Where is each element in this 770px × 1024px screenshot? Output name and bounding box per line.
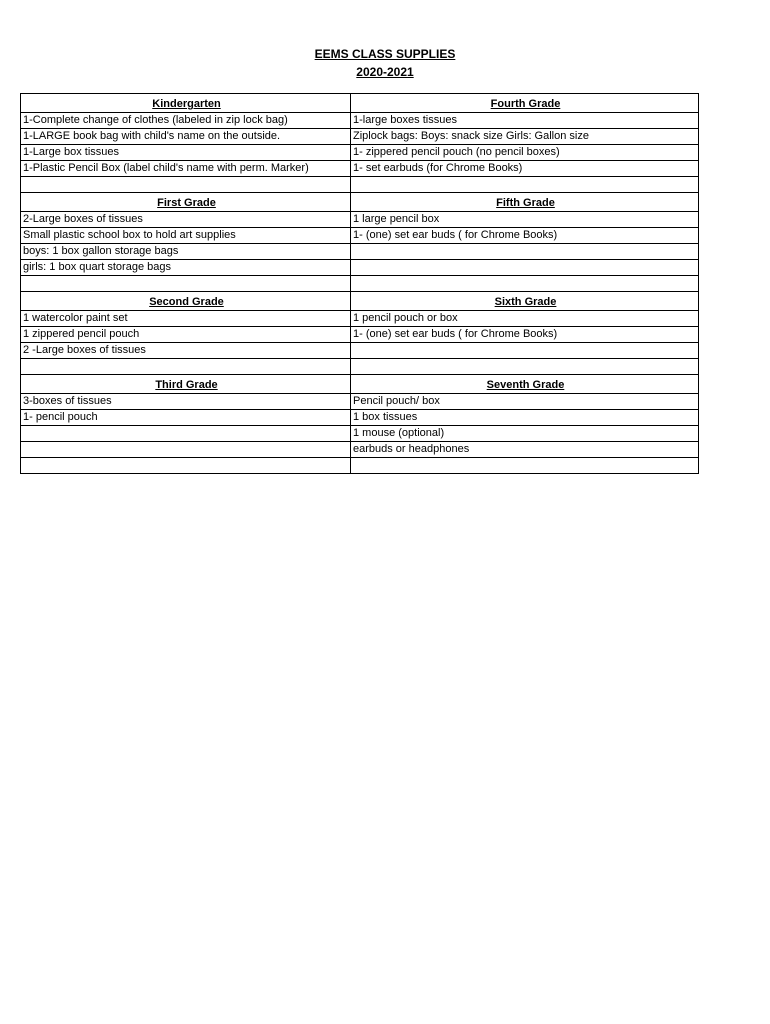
supply-item: boys: 1 box gallon storage bags bbox=[21, 244, 351, 260]
supply-item: 1-large boxes tissues bbox=[351, 113, 699, 129]
table-row bbox=[21, 129, 699, 145]
table-row bbox=[21, 260, 699, 276]
supply-item: 3-boxes of tissues bbox=[21, 394, 351, 410]
table-row bbox=[21, 161, 699, 177]
supply-item: earbuds or headphones bbox=[351, 442, 699, 458]
supply-item: 1- set earbuds (for Chrome Books) bbox=[351, 161, 699, 177]
grade-header-sixth-grade: Sixth Grade bbox=[351, 292, 699, 311]
supply-item: 1 mouse (optional) bbox=[351, 426, 699, 442]
supply-item: 1 box tissues bbox=[351, 410, 699, 426]
supply-item: 1-Complete change of clothes (labeled in zip lock bag) bbox=[21, 113, 351, 129]
supplies-table bbox=[20, 93, 699, 474]
table-row bbox=[21, 359, 699, 375]
table-row bbox=[21, 458, 699, 474]
table-row bbox=[21, 394, 699, 410]
empty-cell bbox=[351, 276, 699, 292]
grade-header-kindergarten: Kindergarten bbox=[21, 94, 351, 113]
supply-item: 1- zippered pencil pouch (no pencil boxes) bbox=[351, 145, 699, 161]
supply-item: Small plastic school box to hold art supplies bbox=[21, 228, 351, 244]
table-row bbox=[21, 228, 699, 244]
table-row bbox=[21, 327, 699, 343]
table-row bbox=[21, 292, 699, 311]
grade-header-third-grade: Third Grade bbox=[21, 375, 351, 394]
empty-cell bbox=[21, 276, 351, 292]
empty-cell bbox=[351, 177, 699, 193]
supply-item bbox=[21, 442, 351, 458]
supply-item: 1-LARGE book bag with child's name on the outside. bbox=[21, 129, 351, 145]
grade-header-fifth-grade: Fifth Grade bbox=[351, 193, 699, 212]
grade-header-seventh-grade: Seventh Grade bbox=[351, 375, 699, 394]
supply-item: girls: 1 box quart storage bags bbox=[21, 260, 351, 276]
supply-item: 2 -Large boxes of tissues bbox=[21, 343, 351, 359]
table-row bbox=[21, 193, 699, 212]
school-year: 2020-2021 bbox=[356, 65, 414, 79]
supply-item: 1- pencil pouch bbox=[21, 410, 351, 426]
table-row bbox=[21, 145, 699, 161]
document-title: EEMS CLASS SUPPLIES bbox=[314, 47, 456, 61]
supply-item: 1 large pencil box bbox=[351, 212, 699, 228]
table-row bbox=[21, 375, 699, 394]
supply-item bbox=[351, 260, 699, 276]
table-row bbox=[21, 410, 699, 426]
table-row bbox=[21, 212, 699, 228]
supply-item: 1 pencil pouch or box bbox=[351, 311, 699, 327]
table-row bbox=[21, 244, 699, 260]
supply-item: 1- (one) set ear buds ( for Chrome Books) bbox=[351, 228, 699, 244]
table-row bbox=[21, 442, 699, 458]
grade-header-fourth-grade: Fourth Grade bbox=[351, 94, 699, 113]
supply-item: 1 zippered pencil pouch bbox=[21, 327, 351, 343]
supply-item: 1 watercolor paint set bbox=[21, 311, 351, 327]
supply-item bbox=[351, 343, 699, 359]
supply-item: 1- (one) set ear buds ( for Chrome Books) bbox=[351, 327, 699, 343]
table-row bbox=[21, 343, 699, 359]
table-row bbox=[21, 113, 699, 129]
empty-cell bbox=[351, 359, 699, 375]
supply-item bbox=[351, 244, 699, 260]
empty-cell bbox=[21, 458, 351, 474]
grade-header-first-grade: First Grade bbox=[21, 193, 351, 212]
grade-header-second-grade: Second Grade bbox=[21, 292, 351, 311]
table-row bbox=[21, 177, 699, 193]
table-row bbox=[21, 311, 699, 327]
table-row bbox=[21, 276, 699, 292]
supply-item: 1-Plastic Pencil Box (label child's name with perm. Marker) bbox=[21, 161, 351, 177]
empty-cell bbox=[21, 177, 351, 193]
supply-item: Ziplock bags: Boys: snack size Girls: Gallon size bbox=[351, 129, 699, 145]
supply-item: 1-Large box tissues bbox=[21, 145, 351, 161]
supply-item bbox=[21, 426, 351, 442]
supply-item: Pencil pouch/ box bbox=[351, 394, 699, 410]
table-row bbox=[21, 426, 699, 442]
empty-cell bbox=[351, 458, 699, 474]
supply-item: 2-Large boxes of tissues bbox=[21, 212, 351, 228]
table-row bbox=[21, 94, 699, 113]
empty-cell bbox=[21, 359, 351, 375]
